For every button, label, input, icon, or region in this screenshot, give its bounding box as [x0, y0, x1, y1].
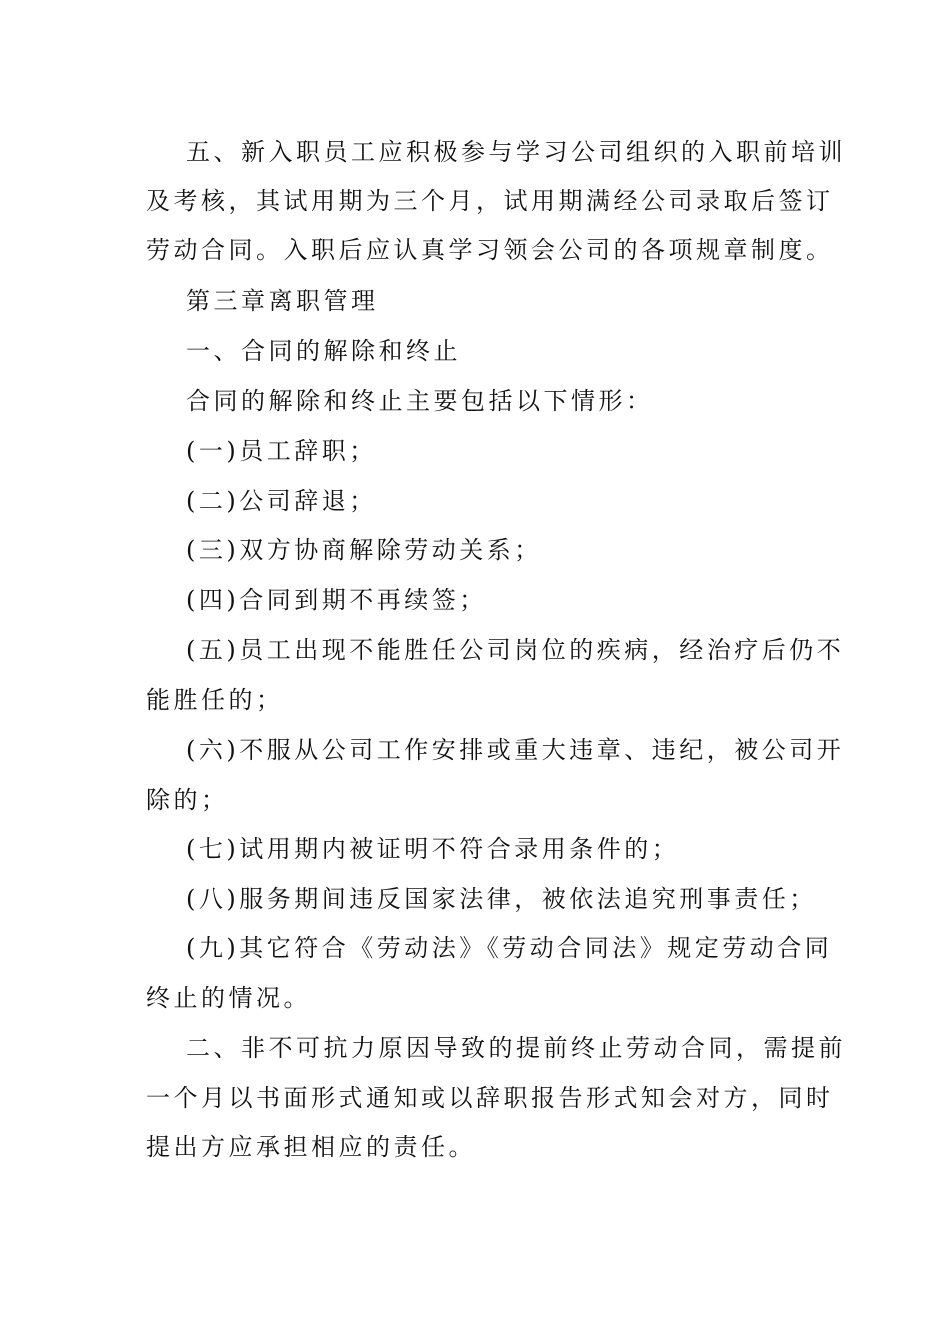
list-item-1: (一)员工辞职；: [186, 437, 377, 465]
paragraph-5-line-1: 五、新入职员工应积极参与学习公司组织的入职前培训: [186, 138, 846, 166]
section-2-line-1: 二、非不可抗力原因导致的提前终止劳动合同，需提前: [186, 1034, 846, 1062]
section-2-line-3: 提出方应承担相应的责任。: [146, 1133, 476, 1161]
list-item-5-line-2: 能胜任的；: [146, 686, 284, 714]
intro-text: 合同的解除和终止主要包括以下情形：: [186, 387, 654, 415]
list-item-9-line-1: (九)其它符合《劳动法》《劳动合同法》规定劳动合同: [186, 934, 833, 962]
list-item-6-line-2: 除的；: [146, 786, 229, 814]
section-heading-1: 一、合同的解除和终止: [186, 337, 461, 365]
paragraph-5-line-2: 及考核，其试用期为三个月，试用期满经公司录取后签订: [146, 187, 834, 215]
list-item-2: (二)公司辞退；: [186, 487, 377, 515]
list-item-6-line-1: (六)不服从公司工作安排或重大违章、违纪，被公司开: [186, 736, 845, 764]
list-item-3: (三)双方协商解除劳动关系；: [186, 536, 542, 564]
list-item-9-line-2: 终止的情况。: [146, 984, 311, 1012]
list-item-5-line-1: (五)员工出现不能胜任公司岗位的疾病，经治疗后仍不: [186, 636, 845, 664]
list-item-7: (七)试用期内被证明不符合录用条件的；: [186, 835, 680, 863]
list-item-8: (八)服务期间违反国家法律，被依法追究刑事责任；: [186, 885, 817, 913]
chapter-heading: 第三章离职管理: [186, 287, 379, 315]
paragraph-5-line-3: 劳动合同。入职后应认真学习领会公司的各项规章制度。: [146, 236, 834, 264]
section-2-line-2: 一个月以书面形式通知或以辞职报告形式知会对方，同时: [146, 1084, 834, 1112]
list-item-4: (四)合同到期不再续签；: [186, 586, 487, 614]
